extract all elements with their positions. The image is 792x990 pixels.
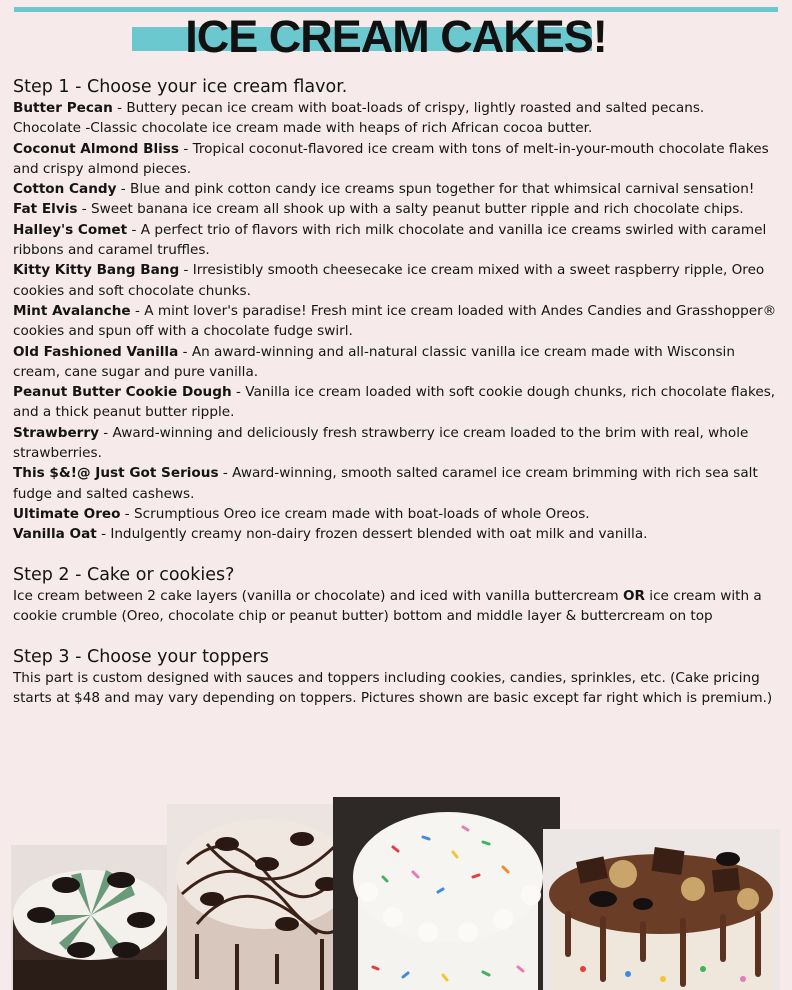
flavor-name: Coconut Almond Bliss [13, 140, 179, 157]
flavor-item [13, 342, 783, 383]
step2-text-part2: ice cream with a cookie crumble (Oreo, chocolate chip or peanut butter) bottom and middle layer & buttercream on top [13, 587, 762, 624]
cake-photo-premium [543, 829, 780, 990]
flavor-description: An award-winning and all-natural classic vanilla ice cream made with Wisconsin cream, cane sugar and pure vanilla. [13, 343, 735, 380]
flavor-separator: - [179, 262, 193, 279]
flavor-item [13, 199, 783, 219]
flavor-item [13, 139, 783, 180]
flavor-item [13, 260, 783, 301]
flavor-separator: - [98, 424, 113, 441]
flavor-separator: - [112, 100, 127, 116]
flavor-name: Kitty Kitty Bang Bang [13, 262, 180, 279]
flavor-description: Irresistibly smooth cheesecake ice cream mixed with a sweet raspberry ripple, Oreo cookies and soft chocolate chunks. [13, 262, 765, 299]
flavor-name: This $&!@ Just Got Serious [13, 465, 219, 482]
cake-photo-oreo-mint [11, 845, 169, 990]
flavor-description: A perfect trio of flavors with rich milk chocolate and vanilla ice creams swirled with caramel ribbons and caramel truffles. [13, 221, 767, 259]
step2-heading: Step 2 - Cake or cookies? [13, 564, 235, 585]
flavor-separator: - [179, 140, 193, 157]
step2-or: OR [622, 587, 645, 604]
flavor-description: Sweet banana ice cream all shook up with a salty peanut butter ripple and rich chocolate chips. [91, 201, 744, 218]
step3-heading: Step 3 - Choose your toppers [13, 647, 269, 668]
cake-photo-chocolate-drizzle [167, 804, 360, 990]
flavor-description: Indulgently creamy non-dairy frozen dessert blended with oat milk and vanilla. [110, 526, 648, 543]
flavor-name: Fat Elvis [13, 201, 78, 218]
flavor-description: A mint lover's paradise! Fresh mint ice cream loaded with Andes Candies and Grasshopper® cookies and spun off with a chocolate fudge swirl. [13, 302, 777, 340]
flavor-description: Vanilla ice cream loaded with soft cookie dough chunks, rich chocolate flakes, and a thick peanut butter ripple. [13, 384, 776, 421]
flavor-item [13, 98, 783, 118]
flavor-description: Blue and pink cotton candy ice creams spun together for that whimsical carnival sensation! [130, 181, 755, 198]
flavor-separator: - [116, 181, 131, 198]
step2-text [13, 586, 783, 627]
flavor-name: Cotton Candy [13, 181, 117, 198]
flavor-list [13, 98, 783, 545]
menu-content [13, 76, 783, 709]
flavor-name: Old Fashioned Vanilla [13, 343, 179, 360]
flavor-name: Peanut Butter Cookie Dough [13, 384, 232, 401]
flavor-description: Award-winning, smooth salted caramel ice cream brimming with rich sea salt fudge and salted cashews. [13, 465, 758, 502]
flavor-description: Tropical coconut-flavored ice cream with tons of melt-in-your-mouth chocolate flakes and crispy almond pieces. [13, 140, 769, 177]
flavor-separator: - [77, 201, 92, 218]
flavor-name: Strawberry [13, 424, 99, 441]
flavor-separator: - [178, 343, 192, 360]
flavor-separator: - [96, 526, 111, 543]
flavor-item [13, 382, 783, 423]
step3-text: This part is custom designed with sauces and toppers including cookies, candies, sprinkles, etc. (Cake pricing starts at $48 and may vary depending on toppers. Pictures shown are basic except far right which is premium.) [13, 670, 773, 707]
flavor-item [13, 423, 783, 464]
flavor-description: Buttery pecan ice cream with boat-loads of crispy, lightly roasted and salted pecans. [126, 100, 705, 116]
flavor-description: Scrumptious Oreo ice cream made with boat-loads of whole Oreos. [134, 505, 590, 522]
flavor-item [13, 463, 783, 504]
step2-text-part1: Ice cream between 2 cake layers (vanilla or chocolate) and iced with vanilla buttercream [13, 587, 623, 604]
flavor-name: Vanilla Oat [13, 526, 97, 543]
step1-heading: Step 1 - Choose your ice cream flavor. [13, 77, 348, 97]
cake-photo-sprinkles [333, 797, 560, 990]
flavor-item [13, 118, 783, 138]
flavor-separator: - [218, 465, 233, 482]
flavor-name: Halley's Comet [13, 221, 128, 238]
flavor-separator: - [127, 221, 141, 238]
page-title: ICE CREAM CAKES! [185, 11, 607, 62]
flavor-item [13, 301, 783, 342]
flavor-name: Ultimate Oreo [13, 505, 121, 522]
flavor-description: Chocolate -Classic chocolate ice cream made with heaps of rich African cocoa butter. [13, 120, 593, 137]
flavor-item [13, 524, 783, 544]
flavor-description: Award-winning and deliciously fresh strawberry ice cream loaded to the brim with real, whole strawberries. [13, 424, 749, 462]
flavor-separator: - [231, 384, 246, 401]
flavor-separator: - [120, 505, 135, 522]
flavor-name: Mint Avalanche [13, 302, 131, 319]
flavor-item [13, 504, 783, 524]
flavor-separator: - [130, 302, 145, 319]
flavor-item [13, 220, 783, 261]
flavor-item [13, 179, 783, 199]
flavor-name: Butter Pecan [13, 100, 113, 116]
